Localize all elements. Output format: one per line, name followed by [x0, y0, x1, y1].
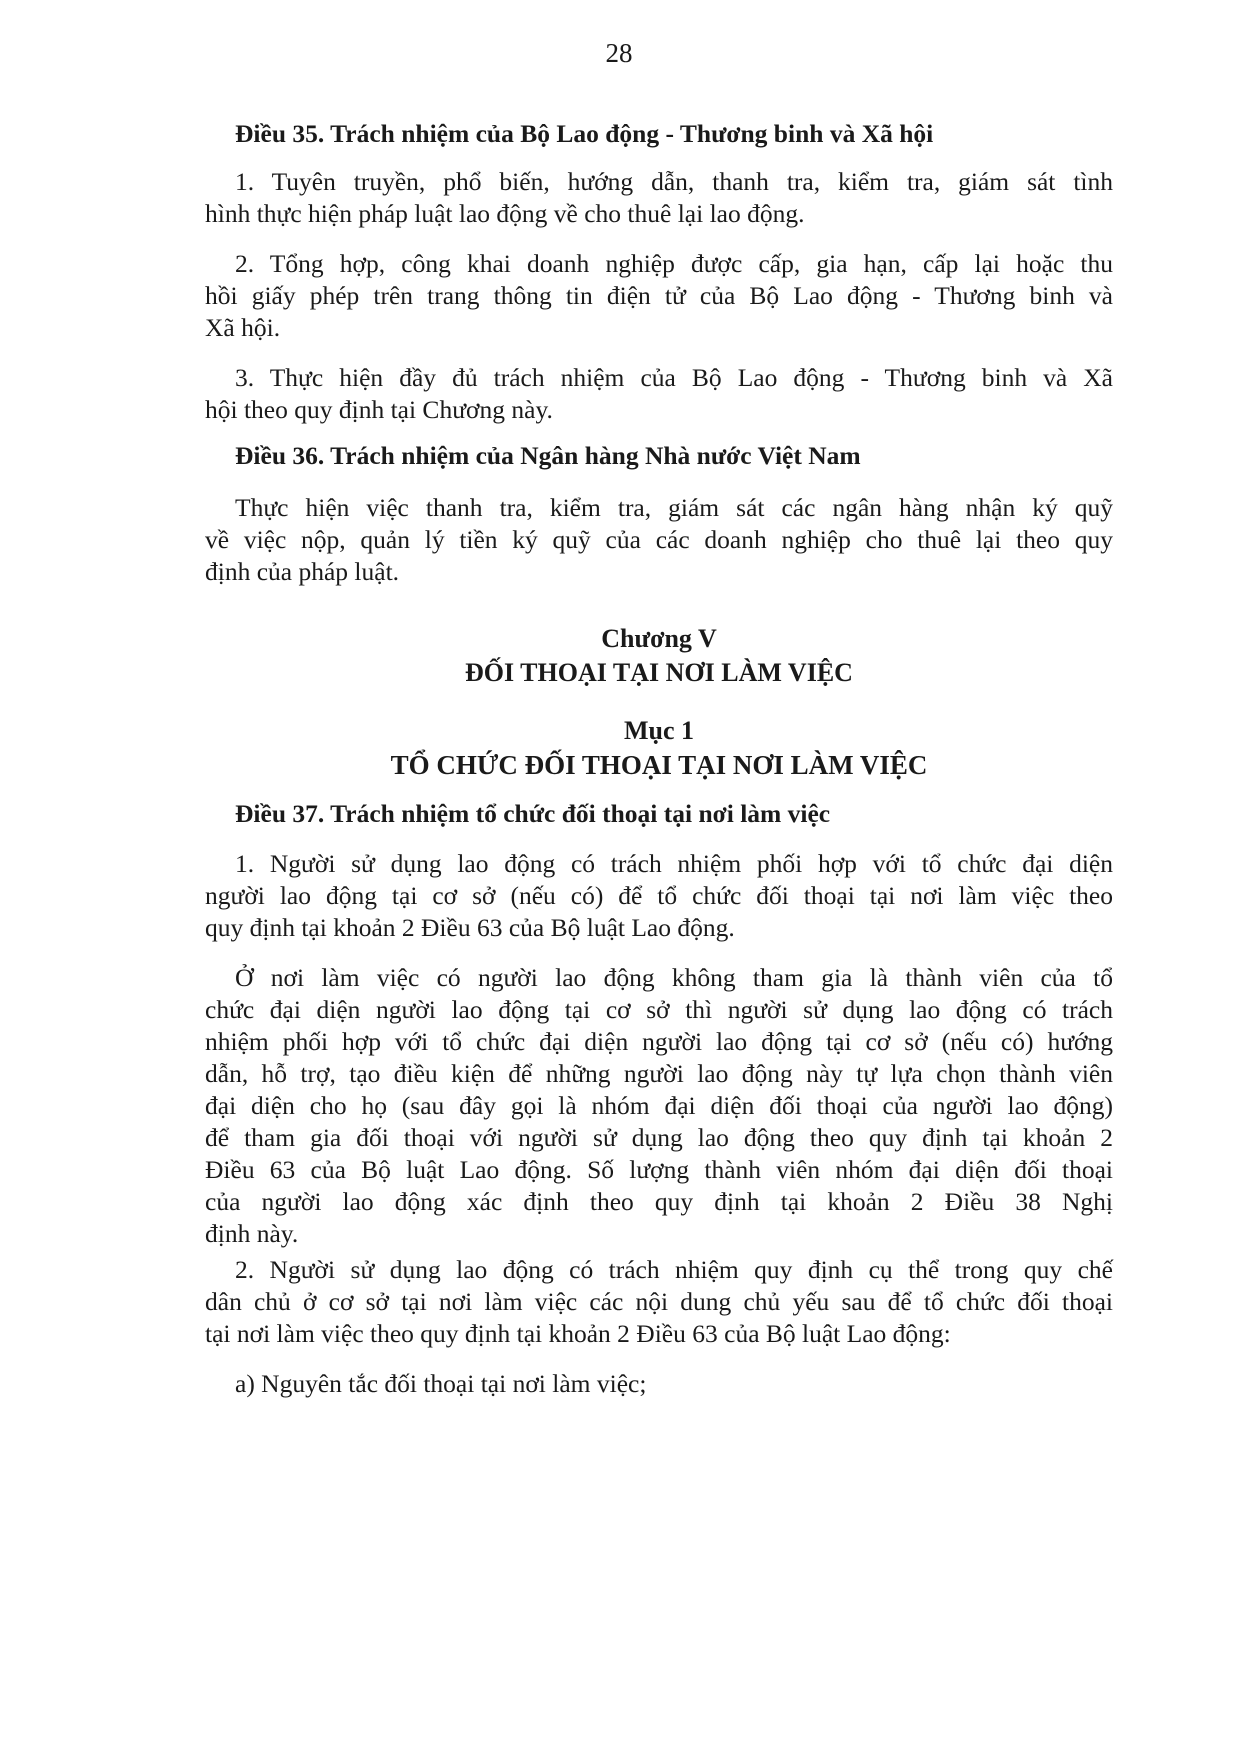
- text-line: Ở nơi làm việc có người lao động không tham gia là thành viên của tổ: [235, 963, 1113, 992]
- text-line: tại nơi làm việc theo quy định tại khoản 2 Điều 63 của Bộ luật Lao động:: [205, 1319, 951, 1348]
- page-number: 28: [605, 38, 633, 68]
- article-35: [235, 118, 1113, 150]
- text-line: của người lao động xác định theo quy định tại khoản 2 Điều 38 Nghị: [205, 1187, 1113, 1216]
- text-line: Xã hội.: [205, 313, 281, 342]
- text-line: dẫn, hỗ trợ, tạo điều kiện để những người lao động này tự lựa chọn thành viên: [205, 1059, 1113, 1088]
- text-line: hồi giấy phép trên trang thông tin điện tử của Bộ Lao động - Thương binh và: [205, 281, 1113, 310]
- text-line: người lao động tại cơ sở (nếu có) để tổ chức đối thoại tại nơi làm việc theo: [205, 881, 1113, 910]
- section-heading: [205, 714, 1113, 782]
- text-line: nhiệm phối hợp với tổ chức đại diện người lao động tại cơ sở (nếu có) hướng: [205, 1027, 1113, 1056]
- text-line: Thực hiện việc thanh tra, kiểm tra, giám sát các ngân hàng nhận ký quỹ: [235, 493, 1113, 522]
- article-37-heading: Điều 37. Trách nhiệm tổ chức đối thoại tại nơi làm việc: [235, 799, 831, 828]
- text-line: quy định tại khoản 2 Điều 63 của Bộ luật Lao động.: [205, 913, 735, 942]
- article-37-para-1: [205, 848, 1113, 944]
- text-line: chức đại diện người lao động tại cơ sở thì người sử dụng lao động có trách: [205, 995, 1113, 1024]
- text-line: dân chủ ở cơ sở tại nơi làm việc các nội dung chủ yếu sau để tổ chức đối thoại: [205, 1287, 1113, 1316]
- article-37-para-2: [205, 962, 1113, 1250]
- text-line: a) Nguyên tắc đối thoại tại nơi làm việc;: [235, 1369, 647, 1398]
- chapter-heading: [205, 622, 1113, 690]
- text-line: 2. Người sử dụng lao động có trách nhiệm quy định cụ thể trong quy chế: [235, 1255, 1113, 1284]
- text-line: hội theo quy định tại Chương này.: [205, 395, 553, 424]
- article-36: [235, 440, 1113, 472]
- chapter-title: ĐỐI THOẠI TẠI NƠI LÀM VIỆC: [465, 658, 853, 687]
- text-line: Điều 63 của Bộ luật Lao động. Số lượng thành viên nhóm đại diện đối thoại: [205, 1155, 1113, 1184]
- article-35-item-1: [205, 166, 1113, 230]
- text-line: để tham gia đối thoại với người sử dụng lao động theo quy định tại khoản 2: [205, 1123, 1113, 1152]
- article-35-item-2: [205, 248, 1113, 344]
- article-37-para-3: [205, 1254, 1113, 1350]
- text-line: đại diện cho họ (sau đây gọi là nhóm đại diện đối thoại của người lao động): [205, 1091, 1113, 1120]
- text-line: 1. Người sử dụng lao động có trách nhiệm phối hợp với tổ chức đại diện: [235, 849, 1113, 878]
- text-line: 2. Tổng hợp, công khai doanh nghiệp được cấp, gia hạn, cấp lại hoặc thu: [235, 249, 1113, 278]
- text-line: hình thực hiện pháp luật lao động về cho thuê lại lao động.: [205, 199, 805, 228]
- text-line: 3. Thực hiện đầy đủ trách nhiệm của Bộ Lao động - Thương binh và Xã: [235, 363, 1113, 392]
- chapter-label: Chương V: [601, 624, 717, 653]
- section-label: Mục 1: [623, 716, 695, 745]
- article-36-body: [205, 492, 1113, 588]
- article-35-item-3: [205, 362, 1113, 426]
- text-line: 1. Tuyên truyền, phổ biến, hướng dẫn, thanh tra, kiểm tra, giám sát tình: [235, 167, 1113, 196]
- article-37: [235, 798, 1113, 830]
- section-title: TỔ CHỨC ĐỐI THOẠI TẠI NƠI LÀM VIỆC: [390, 750, 928, 780]
- text-line: định của pháp luật.: [205, 557, 400, 586]
- article-35-heading: Điều 35. Trách nhiệm của Bộ Lao động - Thương binh và Xã hội: [235, 119, 934, 148]
- text-line: về việc nộp, quản lý tiền ký quỹ của các doanh nghiệp cho thuê lại theo quy: [205, 525, 1113, 554]
- article-37-para-4: [205, 1368, 1113, 1400]
- text-line: định này.: [205, 1219, 299, 1248]
- article-36-heading: Điều 36. Trách nhiệm của Ngân hàng Nhà nước Việt Nam: [235, 441, 861, 470]
